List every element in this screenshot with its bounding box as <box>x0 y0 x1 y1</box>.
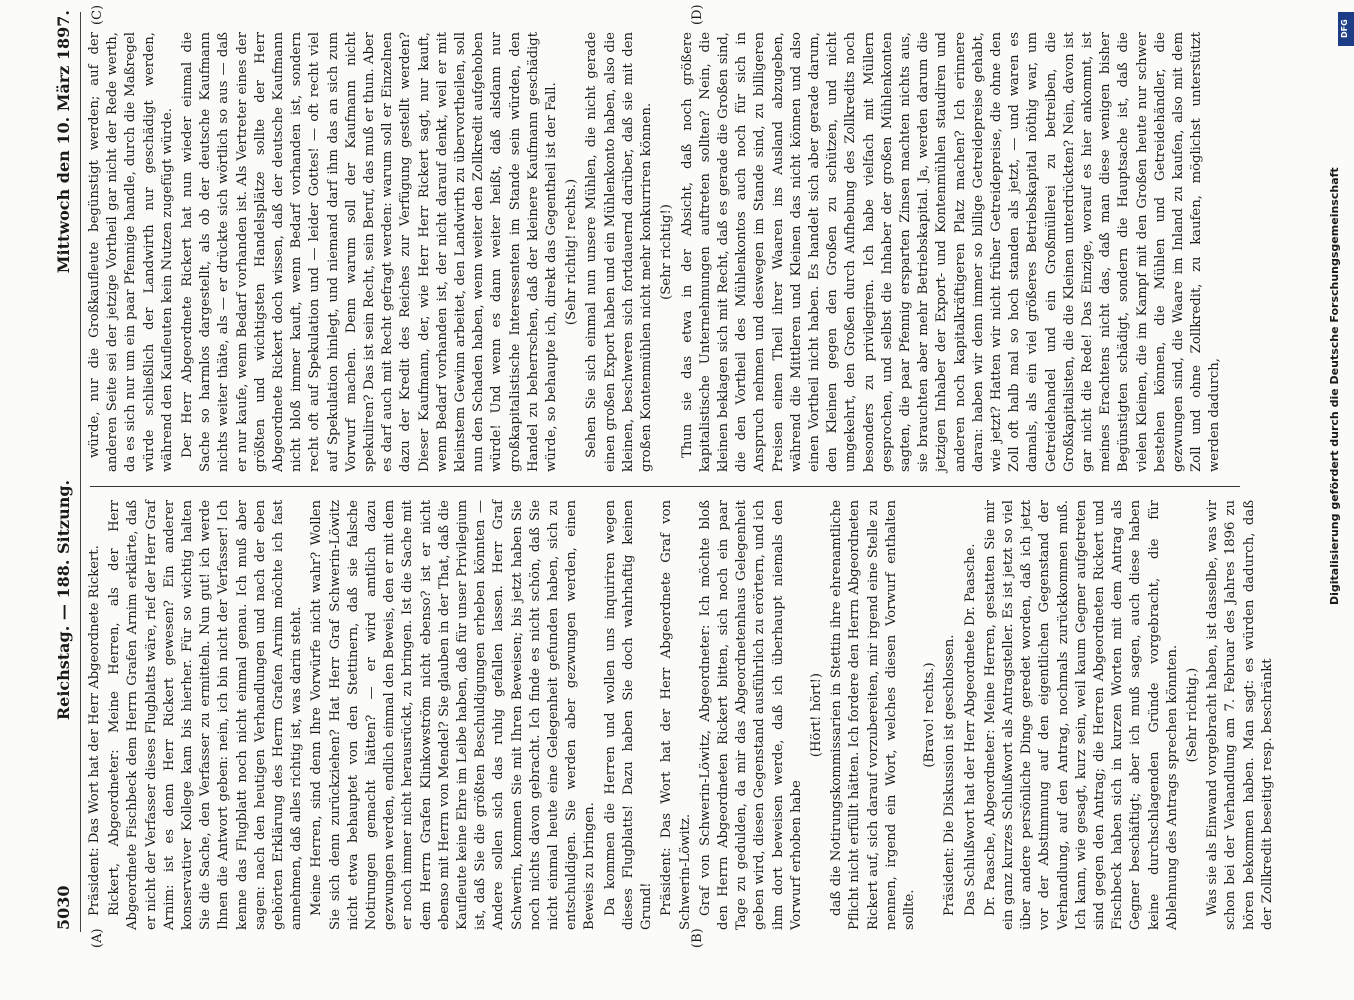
page-content <box>50 0 1290 950</box>
left-column <box>86 500 1275 930</box>
digitization-credit <box>1328 15 1348 615</box>
paragraph: Präsident: Das Wort hat der Herr Abgeordnete Rickert. <box>87 545 102 916</box>
credit-text: Digitalisierung gefördert durch die Deutsche Forschungsgemeinschaft <box>1328 167 1341 605</box>
paragraph: Rickert, Abgeordneter: Meine Herren, als der Herr Abgeordnete Fischbeck dem Herrn Grafen Arnim erklärte, daß er nicht der Verfasser dieses Flugblatts wäre, rief der Herr Graf Arnim: ist es denn Herr Rickert gewesen? Ein anderer konservativer Kollege kam bis hierher. Für so wichtig halten Sie die Sache, den Verfasser zu ermitteln. Nun gut! ich werde Ihnen die Antwort geben: nein, ich bin nicht der Verfasser! Ich kenne das Flugblatt noch nicht einmal genau. Ich muß aber sagen: nach den heutigen Verhandlungen und nach der eben gehörten Erklärung des Herrn Grafen Arnim möchte ich fast annehmen, daß alles richtig ist, was darin steht. <box>107 500 305 930</box>
paragraph: Was sie als Einwand vorgebracht haben, ist dasselbe, was wir schon bei der Verhandlung am 7. Februar des Jahres 1896 zu hören bekommen haben. Man sagt: es würden dadurch, daß der Zollkredit beseitigt resp. beschränkt <box>1205 500 1275 930</box>
paragraph: daß die Notirungskommissarien in Stettin ihre ehrenamtliche Pflicht nicht erfüllt hätten. Ich fordere den Herrn Abgeordneten Rickert auf, sich darauf vorzubereiten, mir irgend eine Stelle zu nennen, irgend ein Wort, welches diesen Vorwurf enthalten sollte. <box>829 500 917 930</box>
paragraph: Präsident: Das Wort hat der Herr Abgeordnete Graf von Schwerin-Löwitz. <box>659 500 693 930</box>
interjection: (Sehr richtig! rechts.) <box>564 178 580 326</box>
margin-mark-c: (C) <box>90 4 105 25</box>
interjection: (Sehr richtig!) <box>659 204 675 300</box>
paragraph: Sehen Sie sich einmal nun unsere Mühlen, die nicht gerade einen großen Export haben und ein Mühlenkonto haben, also die kleinen, beschweren sich fortdauernd darüber, daß sie mit den großen Kontenmühlen nicht mehr konkurriren können. <box>584 32 655 472</box>
paragraph: Meine Herren, sind denn Ihre Vorwürfe nicht wahr? Wollen Sie sich denn zurückziehen? Hat Herr Graf Schwerin-Löwitz nicht etwa behauptet von den Stettinern, daß sie falsche Notirungen gemacht hätten? — er wird amtlich dazu gezwungen werden, endlich einmal den Beweis, den er mit dem er noch immer nicht herausrückt, zu bringen. Ist die Sache mit dem Herrn Grafen Klinkowström nicht ebenso? ist er nicht ebenso mit Herrn von Mendel? Sie glauben in der That, daß die Kaufleute keine Ehre im Leibe haben, daß für unser Privilegium ist, daß Sie die größten Beschuldigungen erheben könnten — Andere sollen sich das ruhig gefallen lassen. Herr Graf Schwerin, kommen Sie mit Ihren Beweisen; bis jetzt haben Sie noch nichts davon gebracht. Ich finde es nicht schön, daß Sie nicht einmal heute eine Gelegenheit gefunden haben, sich zu entschuldigen. Sie werden aber gezwungen werden, einen Beweis zu bringen. <box>309 500 598 930</box>
right-column <box>86 32 1246 472</box>
paragraph: Thun sie das etwa in der Absicht, daß noch größere kapitalistische Unternehmungen auftreten sollten? Nein, die kleinen beklagen sich mit Recht, daß es gerade die Großen sind, die den Vortheil des Mühlenkontos auch noch für sich in Anspruch nehmen und deswegen im Stande sind, zu billigeren Preisen einen Theil ihrer Waaren ins Ausland abzugeben, während die Mittleren und Kleinen das nicht können und also einen Vortheil nicht haben. Es handelt sich aber gerade darum, den Kleinen gegen den Großen zu schützen, und nicht umgekehrt, den Großen durch Aufhebung des Zollkredits noch besonders zu privilegiren. Ich habe vielfach mit Müllern gesprochen, und selbst die Inhaber der großen Mühlenkonten sagten, die paar Pfennig ersparten Zinsen machten nichts aus, sie brauchten aber mehr Betriebskapital. Ja, werden darum die jetzigen Inhaber der Export- und Kontenmühlen staudiren und anderen noch kapitalkräftigeren Platz machen? Ich erinnere daran: haben wir denn immer so billige Getreidepreise gehabt, wie jetzt? Hatten wir nicht früher Getreidepreise, die ohne den Zoll oft halb mal so hoch standen als jetzt, — und waren es damals, als ein viel größeres Betriebskapital nöthig war, um Getreidehandel und ein Großmüllerei zu betreiben, die Großkapitalisten, die die Kleinen unterdrückten? Nein, davon ist gar nicht die Rede! Das Einzige, worauf es hier ankommt, ist meines Erachtens nicht das, daß man diese wenigen bisher Begünstigten schädigt, sondern die Hauptsache ist, daß die vielen Kleinen, die im Kampf mit den Großen heute nur schwer bestehen können, die Mühlen und Getreidehändler, die gezwungen sind, die Waare im Inland zu kaufen, also mit dem Zoll und ohne Zollkredit, zu kaufen, möglichst unterstützt werden dadurch, <box>679 32 1223 472</box>
paragraph: würde, nur die Großkaufleute begünstigt werden; auf der anderen Seite sei der jetzige Vortheil gar nicht der Rede werth, da es sich nur um ein paar Pfennige handle, durch die Maßregel würde schließlich der Landwirth nur geschädigt werden, während den Kaufleuten kein Nutzen zugefügt würde. <box>87 32 175 472</box>
margin-mark-b: (B) <box>690 928 705 948</box>
header-rule <box>80 12 81 932</box>
paragraph: Graf von Schwerin-Löwitz, Abgeordneter: Ich möchte bloß den Herrn Abgeordneten Rickert bitten, sich noch ein paar Tage zu gedulden, da mir das Abgeordnetenhaus Gelegenheit geben wird, diesen Gegenstand ausführlich zu erörtern, und ich ihm dort beweisen werde, daß ich überhaupt niemals den Vorwurf erhoben habe <box>697 500 804 930</box>
interjection: (Bravo! rechts.) <box>922 662 938 768</box>
interjection: (Sehr richtig.) <box>1184 667 1200 763</box>
paragraph: Da kommen die Herren und wollen uns inquiriren wegen dieses Flugblatts! Dazu haben Sie doch wahrhaftig keinen Grund! <box>602 500 655 930</box>
paragraph: Dr. Paasche, Abgeordneter: Meine Herren, gestatten Sie mir ein ganz kurzes Schlußwort als Antragsteller. Es ist jetzt so viel über andere persönliche Dinge geredet worden, daß ich jetzt vor der Abstimmung auf den eigentlichen Gegenstand der Verhandlung, auf den Antrag, nochmals zurückkommen muß. Ich kann, wie gesagt, kurz sein, weil kaum Gegner aufgetreten sind gegen den Antrag; die Herren Abgeordneten Rickert und Fischbeck haben sich in kurzen Worten mit dem Antrag als Gegner beschäftigt; aber ich muß sagen, auch diese haben keine durchschlagenden Gründe vorgebracht, die für Ablehnung des Antrags sprechen könnten. <box>982 500 1180 930</box>
page-header <box>50 0 78 950</box>
column-divider <box>90 486 1240 487</box>
page-number: 5030 <box>54 885 73 930</box>
paragraph: Der Herr Abgeordnete Rickert hat nun wieder einmal die Sache so harmlos dargestellt, als ob der deutsche Kaufmann nichts weiter thäte, als — er drückte sich wörtlich so aus — daß er nur kaufe, wenn Bedarf vorhanden ist. Als Vertreter eines der größten und wichtigsten Handelsplätze sollte der Herr Abgeordnete Rickert doch wissen, daß der deutsche Kaufmann nicht bloß immer kauft, wenn Bedarf vorhanden ist, sondern recht oft auf Spekulation und — leider Gottes! — oft recht viel auf Spekulation hinlegt, und niemand darf ihm das an sich zum Vorwurf machen. Denn warum soll der Kaufmann nicht spekuliren? Das ist sein Recht, sein Beruf, das muß er thun. Aber es darf auch mit Recht gefragt werden: warum soll er Einzelnen dazu der Kredit des Reiches zur Verfügung gestellt werden? Dieser Kaufmann, der, wie Herr Herr Rickert sagt, nur kauft, wenn Bedarf vorhanden ist, der nicht darauf denkt, weil er mit kleinstem Gewinn arbeitet, den Landwirth zu übervortheilen, soll nun den Schaden haben, wenn weiter den Zollkredit aufgehoben würde! Und wenn es dann weiter heißt, daß alsdann nur großkapitalistische Interessenten im Stande sein würden, den Handel zu beherrschen, daß der kleinere Kaufmann geschädigt würde, so behaupte ich, direkt das Gegentheil ist der Fall. <box>180 32 560 472</box>
margin-mark-a: (A) <box>90 928 105 948</box>
dfg-logo <box>1338 12 1354 46</box>
paragraph: Das Schlußwort hat der Herr Abgeordnete Dr. Paasche. <box>962 543 978 916</box>
interjection: (Hört! hört!) <box>808 672 824 758</box>
session-title: Reichstag. — 188. Sitzung. <box>54 479 73 721</box>
session-date: Mittwoch den 10. März 1897. <box>54 10 73 274</box>
paragraph: Präsident: Die Diskussion ist geschlossen. <box>942 634 958 916</box>
margin-mark-d: (D) <box>690 4 705 25</box>
dfg-logo-text: DFG <box>1340 19 1349 38</box>
